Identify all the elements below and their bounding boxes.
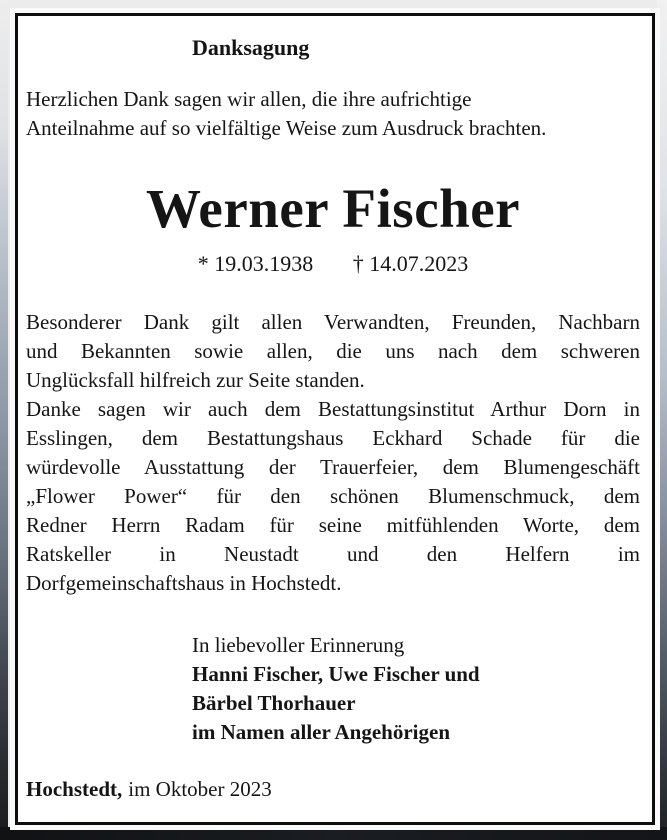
text-line: Redner Herrn Radam für seine mitfühlenden Worte, dem <box>26 513 640 537</box>
text-line: Ratskeller in Neustadt und den Helfern im <box>26 542 640 566</box>
text-line: würdevolle Ausstattung der Trauerfeier, dem Blumengeschäft <box>26 455 640 479</box>
text-line: Esslingen, dem Bestattungshaus Eckhard Schade für die <box>26 426 640 450</box>
life-dates <box>26 251 640 277</box>
text-line: Bärbel Thorhauer <box>192 691 356 715</box>
left-edge-gradient <box>0 0 8 840</box>
birth-date: * 19.03.1938 <box>197 251 314 276</box>
obituary-content <box>18 16 652 822</box>
text-line: Dorfgemeinschaftshaus in Hochstedt. <box>26 571 342 595</box>
place-name: Hochstedt, <box>26 777 123 801</box>
thanks-paragraph-1 <box>26 308 640 395</box>
death-date: † 14.07.2023 <box>352 251 469 276</box>
place-date-line <box>26 776 640 802</box>
text-line: und Bekannten sowie allen, die uns nach dem schweren <box>26 339 640 363</box>
text-line: „Flower Power“ für den schönen Blumenschmuck, dem <box>26 484 640 508</box>
obituary-frame <box>15 13 655 825</box>
bottom-shadow-bar <box>0 827 667 840</box>
mourner-names <box>192 660 640 747</box>
memorial-closing <box>192 631 640 747</box>
right-edge-gradient <box>657 0 667 840</box>
text-line: Anteilnahme auf so vielfältige Weise zum Ausdruck brachten. <box>26 116 547 140</box>
text-line: Danke sagen wir auch dem Bestattungsinstitut Arthur Dorn in <box>26 397 640 421</box>
thanks-paragraph-2 <box>26 395 640 598</box>
text-line: Besonderer Dank gilt allen Verwandten, Freunden, Nachbarn <box>26 310 640 334</box>
text-line: Herzlichen Dank sagen wir allen, die ihre aufrichtige <box>26 87 472 111</box>
notice-type-heading: Danksagung <box>192 35 310 60</box>
deceased-name: Werner Fischer <box>145 178 521 239</box>
text-line: Unglücksfall hilfreich zur Seite standen. <box>26 368 365 392</box>
intro-paragraph <box>26 86 640 144</box>
thanks-text <box>26 308 640 598</box>
text-line: im Namen aller Angehörigen <box>192 720 451 744</box>
date-text: im Oktober 2023 <box>128 777 272 801</box>
memorial-line: In liebevoller Erinnerung <box>192 633 405 657</box>
text-line: Hanni Fischer, Uwe Fischer und <box>192 662 480 686</box>
